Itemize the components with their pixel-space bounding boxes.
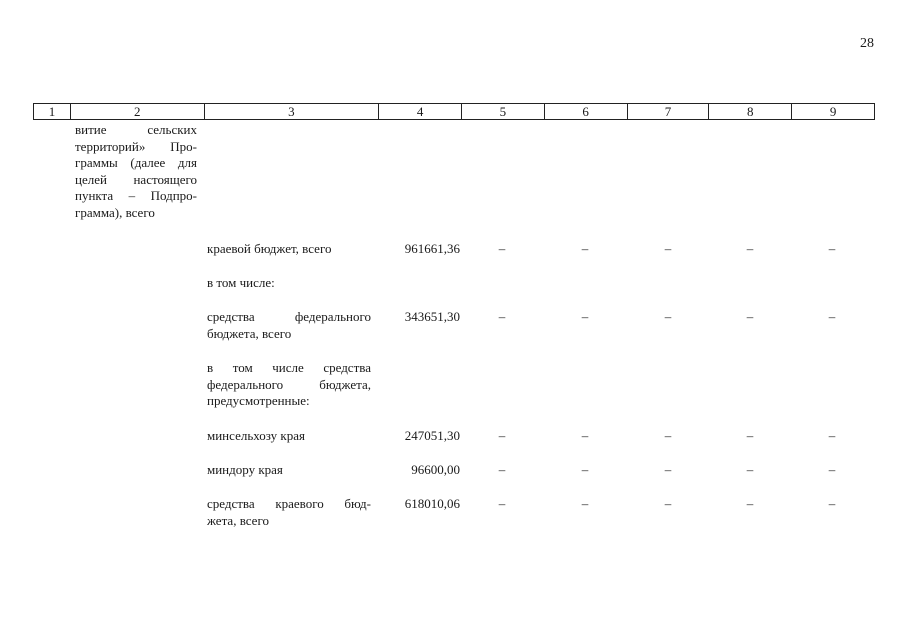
dash-col-7: – (664, 241, 672, 256)
dash-col-5: – (498, 241, 506, 256)
dash-col-9: – (828, 241, 836, 256)
dash-col-8: – (746, 309, 754, 324)
header-col-2: 2 (71, 104, 205, 119)
dash-col-7: – (664, 496, 672, 511)
dash-col-8: – (746, 496, 754, 511)
row-label (207, 309, 371, 342)
dash-col-5: – (498, 309, 506, 324)
row-value: 247051,30 (404, 428, 460, 443)
row-label-line: средства федерального (207, 309, 371, 324)
dash-col-6: – (581, 241, 589, 256)
dash-col-5: – (498, 428, 506, 443)
dash-col-9: – (828, 428, 836, 443)
dash-col-5: – (498, 462, 506, 477)
row-label (207, 462, 371, 479)
row-value: 618010,06 (404, 496, 460, 511)
row-value: 343651,30 (404, 309, 460, 324)
program-name-cell (75, 122, 197, 221)
row-label-line: в том числе: (207, 275, 275, 290)
header-col-7: 7 (628, 104, 710, 119)
dash-col-9: – (828, 462, 836, 477)
table-header-row (33, 103, 875, 120)
row-value: 96600,00 (411, 462, 460, 477)
row-label (207, 360, 371, 410)
row-value: 961661,36 (404, 241, 460, 256)
dash-col-9: – (828, 309, 836, 324)
header-col-3: 3 (205, 104, 380, 119)
dash-col-8: – (746, 241, 754, 256)
header-col-9: 9 (829, 104, 837, 119)
row-label-line: краевой бюджет, всего (207, 241, 332, 256)
row-label (207, 275, 371, 292)
row-label-line: предусмотренные: (207, 393, 310, 408)
dash-col-9: – (828, 496, 836, 511)
row-label-line: жета, всего (207, 512, 269, 528)
dash-col-5: – (498, 496, 506, 511)
row-label-line: бюджета, всего (207, 325, 292, 341)
row-label (207, 428, 371, 445)
row-label-line: федерального бюджета, (207, 376, 371, 392)
row-label-line: миндору края (207, 462, 283, 477)
row-label-line: средства краевого бюд- (207, 496, 371, 511)
program-name-line: витие сельских (75, 122, 197, 137)
row-label-line: в том числе средства (207, 360, 371, 375)
dash-col-6: – (581, 428, 589, 443)
program-name-line: пункта – Подпро- (75, 188, 197, 203)
program-name-line: граммы (далее для (75, 155, 197, 170)
dash-col-7: – (664, 428, 672, 443)
header-col-6: 6 (545, 104, 628, 119)
dash-col-7: – (664, 462, 672, 477)
dash-col-8: – (746, 428, 754, 443)
program-name-line: целей настоящего (75, 171, 197, 187)
page-number: 28 (860, 36, 874, 51)
row-label (207, 241, 371, 258)
row-label (207, 496, 371, 529)
dash-col-6: – (581, 496, 589, 511)
row-label-line: минсельхозу края (207, 428, 305, 443)
header-col-5: 5 (462, 104, 545, 119)
program-name-line: грамма), всего (75, 204, 155, 220)
dash-col-6: – (581, 462, 589, 477)
dash-col-7: – (664, 309, 672, 324)
program-name-line: территорий» Про- (75, 138, 197, 154)
header-col-1: 1 (34, 104, 71, 119)
dash-col-8: – (746, 462, 754, 477)
header-col-4: 4 (379, 104, 462, 119)
dash-col-6: – (581, 309, 589, 324)
header-col-8: 8 (709, 104, 792, 119)
